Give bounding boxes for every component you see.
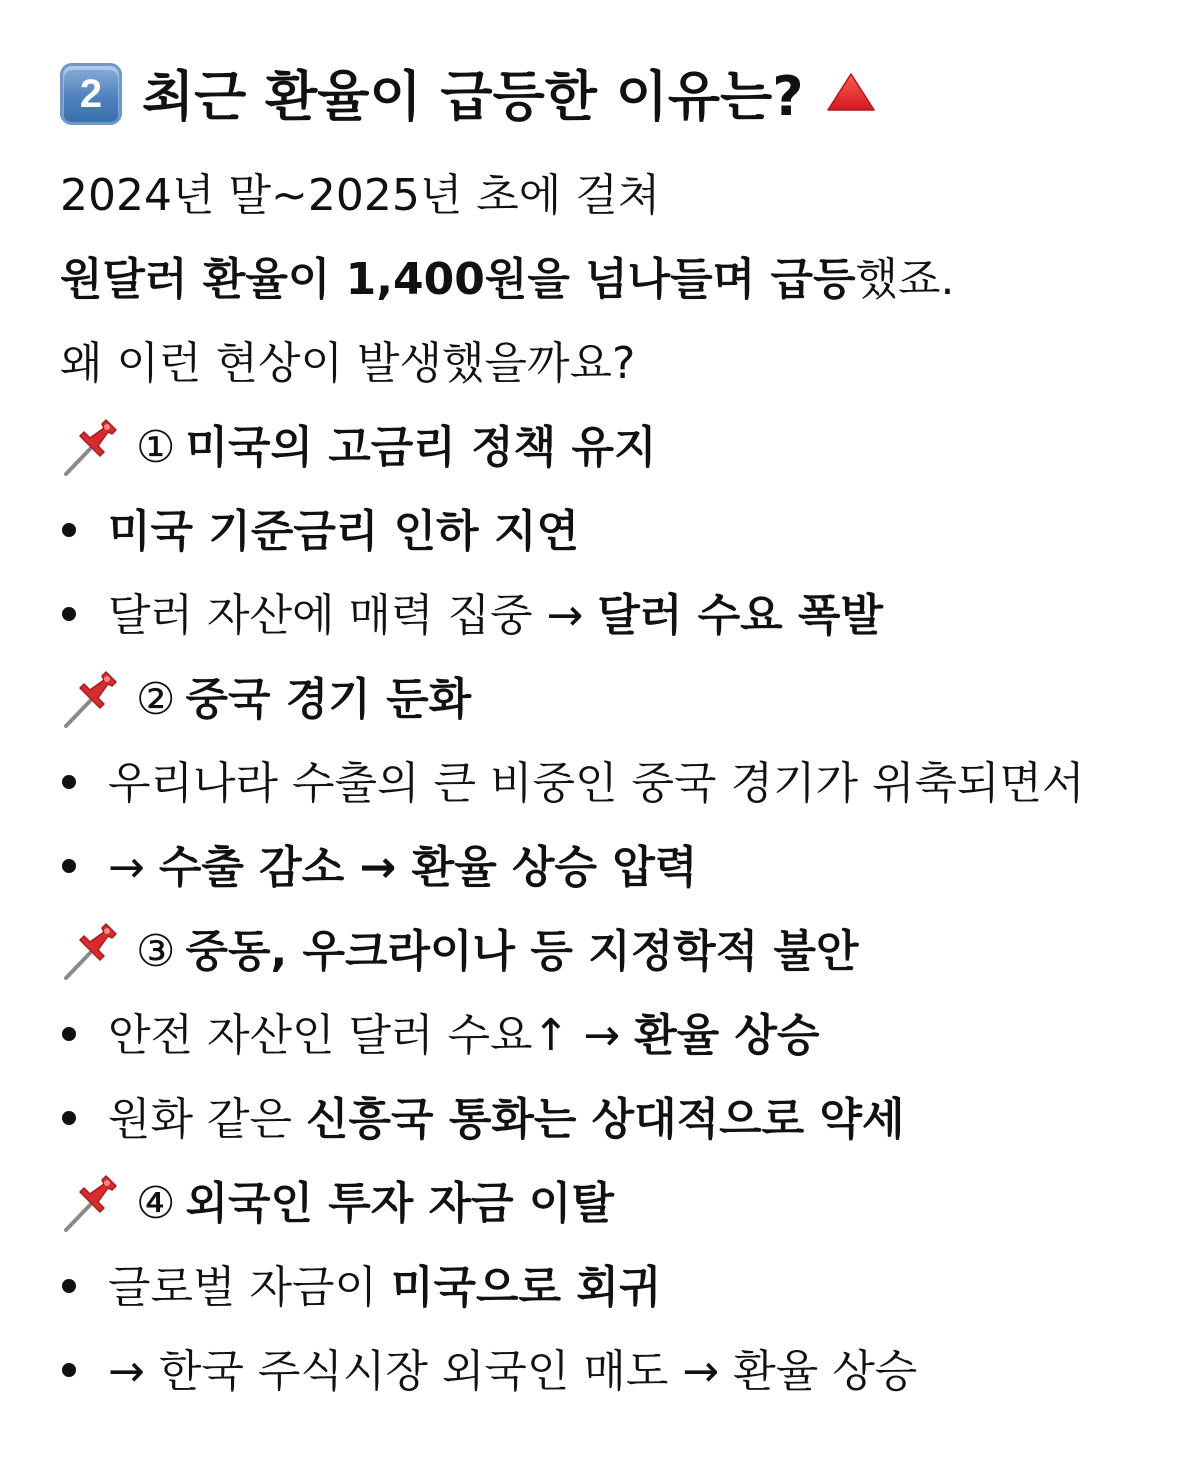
- intro-text-2-normal: 했죠.: [855, 254, 955, 305]
- section-number: ①: [136, 422, 176, 473]
- section-title-2: [60, 670, 1159, 730]
- bullet-icon: [62, 1279, 76, 1293]
- section-title-text: 외국인 투자 자금 이탈: [185, 1178, 614, 1229]
- list-item-bold: 수출 감소 → 환율 상승 압력: [158, 842, 698, 893]
- intro-text-2-bold: 원달러 환율이 1,400원을 넘나들며 급등: [60, 254, 856, 305]
- bullet-icon: [62, 523, 76, 537]
- list-item: [60, 502, 1159, 562]
- list-item: [60, 586, 1159, 646]
- section-number: ③: [136, 926, 176, 977]
- list-item-bold: 미국으로 회귀: [391, 1262, 662, 1313]
- bullet-icon: [62, 859, 76, 873]
- list-item-normal: →: [108, 842, 159, 893]
- section-title-text: 미국의 고금리 정책 유지: [185, 422, 657, 473]
- list-item: [60, 1258, 1159, 1318]
- pushpin-icon: [60, 1174, 122, 1234]
- list-item-bold: 달러 수요 폭발: [597, 590, 884, 641]
- intro-line-3: [60, 334, 1159, 394]
- list-item-normal: 글로벌 자금이: [108, 1262, 391, 1313]
- list-item-bold: 미국 기준금리 인하 지연: [108, 506, 579, 557]
- section-title-4: [60, 1174, 1159, 1234]
- section-title-text: 중국 경기 둔화: [185, 674, 472, 725]
- red-triangle-up-icon: [826, 59, 876, 129]
- section-title-text: 중동, 우크라이나 등 지정학적 불안: [185, 926, 859, 977]
- list-item-normal: → 한국 주식시장 외국인 매도 → 환율 상승: [108, 1346, 918, 1397]
- section-number: ②: [136, 674, 176, 725]
- list-item: [60, 838, 1159, 898]
- list-item-bold: 환율 상승: [634, 1010, 820, 1061]
- list-item-bold: 신흥국 통화는 상대적으로 약세: [306, 1094, 905, 1145]
- list-item-normal: 안전 자산인 달러 수요↑ →: [108, 1010, 635, 1061]
- intro-text-1: 2024년 말~2025년 초에 걸쳐: [60, 170, 661, 221]
- bullet-icon: [62, 775, 76, 789]
- keycap-number-icon: 2: [60, 63, 122, 125]
- list-item-normal: 달러 자산에 매력 집중 →: [108, 590, 598, 641]
- pushpin-icon: [60, 922, 122, 982]
- intro-line-1: [60, 166, 1159, 226]
- section-heading: [60, 62, 1159, 132]
- bullet-icon: [62, 607, 76, 621]
- bullet-icon: [62, 1027, 76, 1041]
- list-item: [60, 1006, 1159, 1066]
- bullet-icon: [62, 1111, 76, 1125]
- heading-title: 최근 환율이 급등한 이유는?: [142, 65, 804, 128]
- list-item-normal: 우리나라 수출의 큰 비중인 중국 경기가 위축되면서: [108, 758, 1085, 809]
- bullet-icon: [62, 1363, 76, 1377]
- section-title-1: [60, 418, 1159, 478]
- pushpin-icon: [60, 418, 122, 478]
- section-title-3: [60, 922, 1159, 982]
- list-item: [60, 1090, 1159, 1150]
- list-item: [60, 754, 1159, 814]
- pushpin-icon: [60, 670, 122, 730]
- intro-line-2: [60, 250, 1159, 310]
- list-item: [60, 1342, 1159, 1402]
- section-number: ④: [136, 1178, 176, 1229]
- intro-text-3: 왜 이런 현상이 발생했을까요?: [60, 338, 636, 389]
- list-item-normal: 원화 같은: [108, 1094, 306, 1145]
